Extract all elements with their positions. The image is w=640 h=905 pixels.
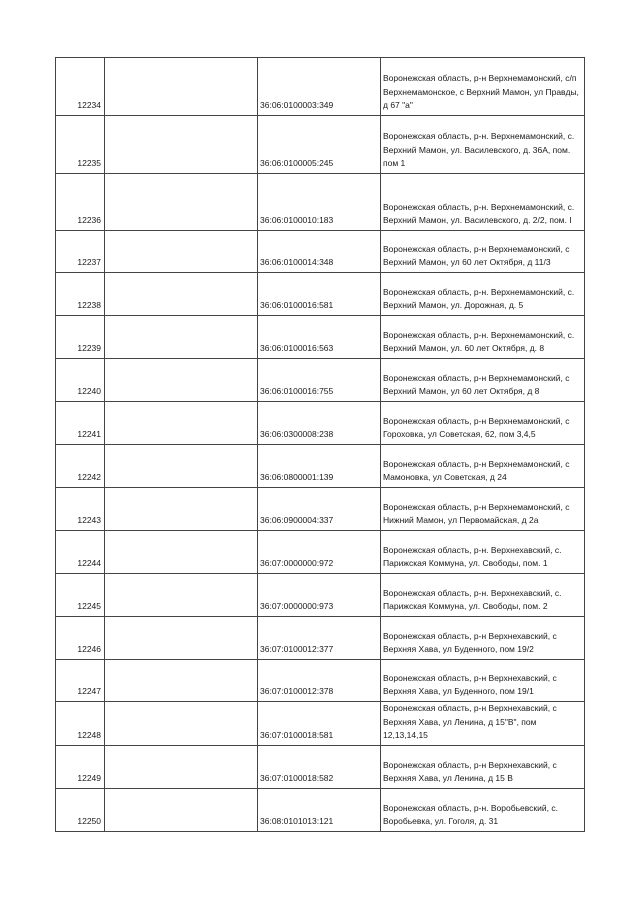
address-cell: [381, 660, 585, 702]
address-text: Воронежская область, р-н. Верхнехавский, с. Парижская Коммуна, ул. Свободы, пом. 1: [383, 544, 562, 569]
record-number-cell: [56, 745, 105, 788]
record-number-cell: [56, 58, 105, 116]
address-text: Воронежская область, р-н Верхнехавский, с Верхняя Хава, ул Ленина, д 15"В", пом 12,13,14,15: [383, 703, 557, 741]
table-row: [56, 359, 585, 402]
cadastral-number-text: 36:06:0900004:337: [260, 515, 334, 526]
cadastral-number-text: 36:06:0100016:755: [260, 386, 334, 397]
empty-cell: [105, 617, 258, 660]
address-text: Воронежская область, р-н. Верхнемамонский, с. Верхний Мамон, ул. Василевского, д. 36А, пом. пом 1: [383, 131, 575, 169]
address-text: Воронежская область, р-н Верхнехавский, с Верхняя Хава, ул Буденного, пом 19/1: [383, 672, 557, 697]
address-text: Воронежская область, р-н. Верхнехавский, с. Парижская Коммуна, ул. Свободы, пом. 2: [383, 587, 562, 612]
cadastral-number-text: 36:06:0100003:349: [260, 100, 334, 111]
cadastral-number-text: 36:06:0100014:348: [260, 257, 334, 268]
cadastral-number-text: 36:06:0100010:183: [260, 215, 334, 226]
address-cell: [381, 531, 585, 574]
table-row: [56, 702, 585, 746]
cadastral-number-cell: [258, 488, 381, 531]
address-cell: [381, 174, 585, 231]
record-number-text: 12247: [77, 686, 101, 697]
address-text: Воронежская область, р-н Верхнемамонский, с Верхний Мамон, ул 60 лет Октября, д 8: [383, 372, 570, 397]
record-number-text: 12237: [77, 257, 101, 268]
table-row: [56, 531, 585, 574]
registry-table: [55, 57, 585, 832]
address-cell: [381, 359, 585, 402]
empty-cell: [105, 531, 258, 574]
cadastral-number-cell: [258, 745, 381, 788]
cadastral-number-cell: [258, 617, 381, 660]
table-row: [56, 231, 585, 273]
record-number-cell: [56, 402, 105, 445]
table-row: [56, 617, 585, 660]
record-number-text: 12242: [77, 472, 101, 483]
cadastral-number-text: 36:07:0100018:581: [260, 730, 334, 741]
record-number-cell: [56, 316, 105, 359]
cadastral-number-text: 36:06:0100016:563: [260, 343, 334, 354]
address-text: Воронежская область, р-н Верхнемамонский, с Нижний Мамон, ул Первомайская, д 2а: [383, 501, 570, 526]
address-text: Воронежская область, р-н Верхнемамонский, с Верхний Мамон, ул 60 лет Октября, д 11/3: [383, 243, 570, 268]
cadastral-number-cell: [258, 359, 381, 402]
table-row: [56, 58, 585, 116]
table-row: [56, 116, 585, 174]
empty-cell: [105, 488, 258, 531]
cadastral-number-cell: [258, 174, 381, 231]
address-text: Воронежская область, р-н Верхнехавский, с Верхняя Хава, ул Ленина, д 15 В: [383, 759, 557, 784]
address-cell: [381, 58, 585, 116]
cadastral-number-text: 36:06:0800001:139: [260, 472, 334, 483]
empty-cell: [105, 788, 258, 831]
record-number-text: 12241: [77, 429, 101, 440]
record-number-cell: [56, 231, 105, 273]
empty-cell: [105, 273, 258, 316]
table-row: [56, 273, 585, 316]
cadastral-number-cell: [258, 531, 381, 574]
cadastral-number-text: 36:06:0100016:581: [260, 300, 334, 311]
record-number-text: 12235: [77, 158, 101, 169]
cadastral-number-text: 36:08:0101013:121: [260, 816, 334, 827]
address-cell: [381, 116, 585, 174]
record-number-text: 12238: [77, 300, 101, 311]
table-row: [56, 488, 585, 531]
cadastral-number-cell: [258, 316, 381, 359]
record-number-text: 12246: [77, 644, 101, 655]
empty-cell: [105, 702, 258, 746]
empty-cell: [105, 359, 258, 402]
table-row: [56, 174, 585, 231]
address-cell: [381, 702, 585, 746]
cadastral-number-cell: [258, 702, 381, 746]
cadastral-number-cell: [258, 116, 381, 174]
empty-cell: [105, 116, 258, 174]
cadastral-number-cell: [258, 445, 381, 488]
address-cell: [381, 574, 585, 617]
record-number-text: 12248: [77, 730, 101, 741]
address-text: Воронежская область, р-н. Верхнемамонский, с. Верхний Мамон, ул. 60 лет Октября, д. 8: [383, 329, 575, 354]
table-row: [56, 788, 585, 831]
empty-cell: [105, 316, 258, 359]
cadastral-number-text: 36:07:0100012:377: [260, 644, 334, 655]
empty-cell: [105, 402, 258, 445]
address-text: Воронежская область, р-н Верхнемамонский, с/п Верхнемамонское, с Верхний Мамон, ул Правды, д 67 "а": [383, 73, 579, 111]
table-row: [56, 316, 585, 359]
address-cell: [381, 745, 585, 788]
table-row: [56, 445, 585, 488]
record-number-text: 12249: [77, 773, 101, 784]
table-row: [56, 660, 585, 702]
table-row: [56, 402, 585, 445]
address-cell: [381, 445, 585, 488]
empty-cell: [105, 58, 258, 116]
address-text: Воронежская область, р-н Верхнемамонский, с Мамоновка, ул Советская, д 24: [383, 458, 570, 483]
record-number-cell: [56, 116, 105, 174]
record-number-cell: [56, 702, 105, 746]
record-number-text: 12240: [77, 386, 101, 397]
record-number-cell: [56, 273, 105, 316]
table-row: [56, 745, 585, 788]
empty-cell: [105, 445, 258, 488]
record-number-cell: [56, 445, 105, 488]
record-number-text: 12234: [77, 100, 101, 111]
cadastral-number-text: 36:07:0000000:973: [260, 601, 334, 612]
address-cell: [381, 273, 585, 316]
address-text: Воронежская область, р-н. Верхнемамонский, с. Верхний Мамон, ул. Василевского, д. 2/2, пом. I: [383, 201, 575, 226]
record-number-text: 12236: [77, 215, 101, 226]
address-text: Воронежская область, р-н. Верхнемамонский, с. Верхний Мамон, ул. Дорожная, д. 5: [383, 286, 575, 311]
address-cell: [381, 316, 585, 359]
cadastral-number-text: 36:06:0300008:238: [260, 429, 334, 440]
empty-cell: [105, 745, 258, 788]
address-cell: [381, 402, 585, 445]
cadastral-number-cell: [258, 788, 381, 831]
table-row: [56, 574, 585, 617]
record-number-cell: [56, 359, 105, 402]
cadastral-number-cell: [258, 574, 381, 617]
cadastral-number-text: 36:06:0100005:245: [260, 158, 334, 169]
cadastral-number-text: 36:07:0100012:378: [260, 686, 334, 697]
record-number-cell: [56, 788, 105, 831]
cadastral-number-cell: [258, 273, 381, 316]
cadastral-number-cell: [258, 660, 381, 702]
address-text: Воронежская область, р-н Верхнемамонский, с Гороховка, ул Советская, 62, пом 3,4,5: [383, 415, 570, 440]
address-text: Воронежская область, р-н. Воробьевский, с. Воробьевка, ул. Гоголя, д. 31: [383, 802, 558, 827]
cadastral-number-cell: [258, 231, 381, 273]
address-cell: [381, 488, 585, 531]
record-number-text: 12250: [77, 816, 101, 827]
record-number-cell: [56, 531, 105, 574]
empty-cell: [105, 231, 258, 273]
address-cell: [381, 617, 585, 660]
empty-cell: [105, 174, 258, 231]
record-number-text: 12239: [77, 343, 101, 354]
record-number-text: 12243: [77, 515, 101, 526]
cadastral-number-cell: [258, 58, 381, 116]
address-cell: [381, 231, 585, 273]
cadastral-number-text: 36:07:0100018:582: [260, 773, 334, 784]
record-number-cell: [56, 488, 105, 531]
record-number-text: 12245: [77, 601, 101, 612]
registry-table-body: [56, 58, 585, 832]
address-cell: [381, 788, 585, 831]
address-text: Воронежская область, р-н Верхнехавский, с Верхняя Хава, ул Буденного, пом 19/2: [383, 630, 557, 655]
cadastral-number-text: 36:07:0000000:972: [260, 558, 334, 569]
record-number-cell: [56, 617, 105, 660]
empty-cell: [105, 660, 258, 702]
empty-cell: [105, 574, 258, 617]
cadastral-number-cell: [258, 402, 381, 445]
record-number-cell: [56, 574, 105, 617]
record-number-cell: [56, 660, 105, 702]
record-number-cell: [56, 174, 105, 231]
record-number-text: 12244: [77, 558, 101, 569]
